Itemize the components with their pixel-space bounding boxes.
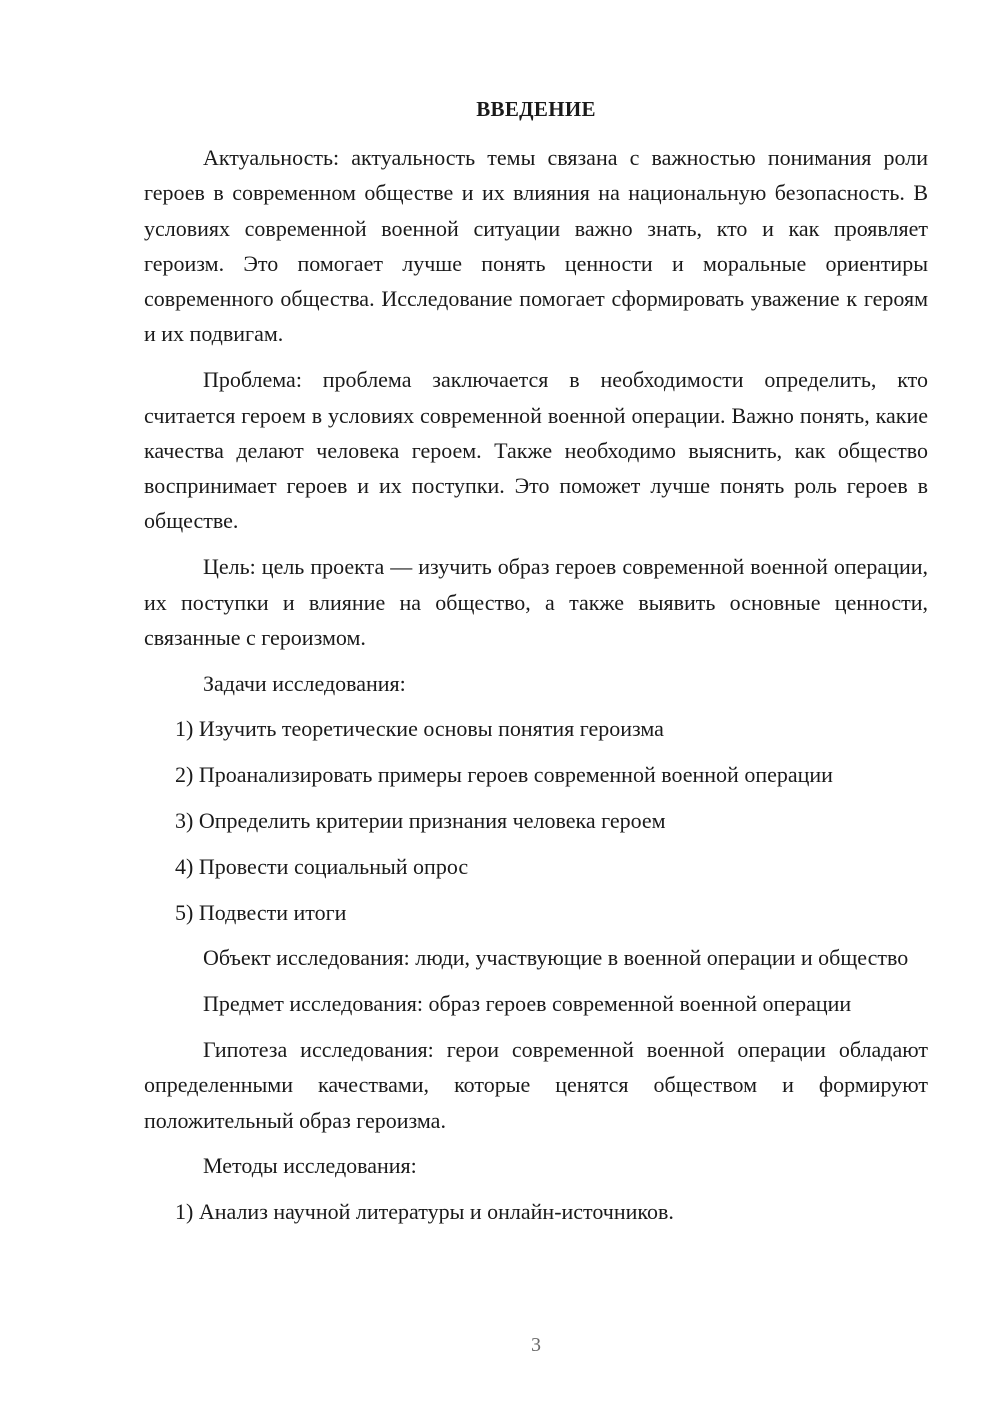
page-title: ВВЕДЕНИЕ xyxy=(476,97,596,121)
paragraph-goal: Цель: цель проекта — изучить образ героев современной военной операции, их поступки и влияние на общество, а также выявить основные ценности, связанные с героизмом. xyxy=(144,554,928,650)
page-number: 3 xyxy=(531,1334,541,1356)
paragraph-methods-heading: Методы исследования: xyxy=(203,1153,417,1179)
paragraph-problem: Проблема: проблема заключается в необходимости определить, кто считается героем в условиях современной военной операции. Важно понять, какие качества делают человека героем. Также необходимо выяснить, как общество воспринимает героев и их поступки. Это поможет лучше понять роль героев в обществе. xyxy=(144,367,928,534)
paragraph-relevance: Актуальность: актуальность темы связана с важностью понимания роли героев в современном обществе и их влияния на национальную безопасность. В условиях современной военной ситуации важно знать, кто и как проявляет героизм. Это помогает лучше понять ценности и моральные ориентиры современного общества. Исследование помогает сформировать уважение к героям и их подвигам. xyxy=(144,145,928,347)
list-item: 3) Определить критерии признания человека героем xyxy=(175,808,666,834)
page-body xyxy=(144,140,928,1240)
paragraph-hypothesis: Гипотеза исследования: герои современной военной операции обладают определенными качествами, которые ценятся обществом и формируют положительный образ героизма. xyxy=(144,1037,928,1133)
list-item: 2) Проанализировать примеры героев современной военной операции xyxy=(175,762,833,788)
list-item: 1) Анализ научной литературы и онлайн-источников. xyxy=(175,1199,674,1225)
list-item: 1) Изучить теоретические основы понятия героизма xyxy=(175,716,664,742)
list-item: 4) Провести социальный опрос xyxy=(175,853,469,879)
paragraph-object: Объект исследования: люди, участвующие в военной операции и общество xyxy=(203,945,909,971)
list-item: 5) Подвести итоги xyxy=(175,899,347,925)
paragraph-tasks-heading: Задачи исследования: xyxy=(203,670,406,696)
paragraph-subject: Предмет исследования: образ героев современной военной операции xyxy=(203,991,852,1017)
